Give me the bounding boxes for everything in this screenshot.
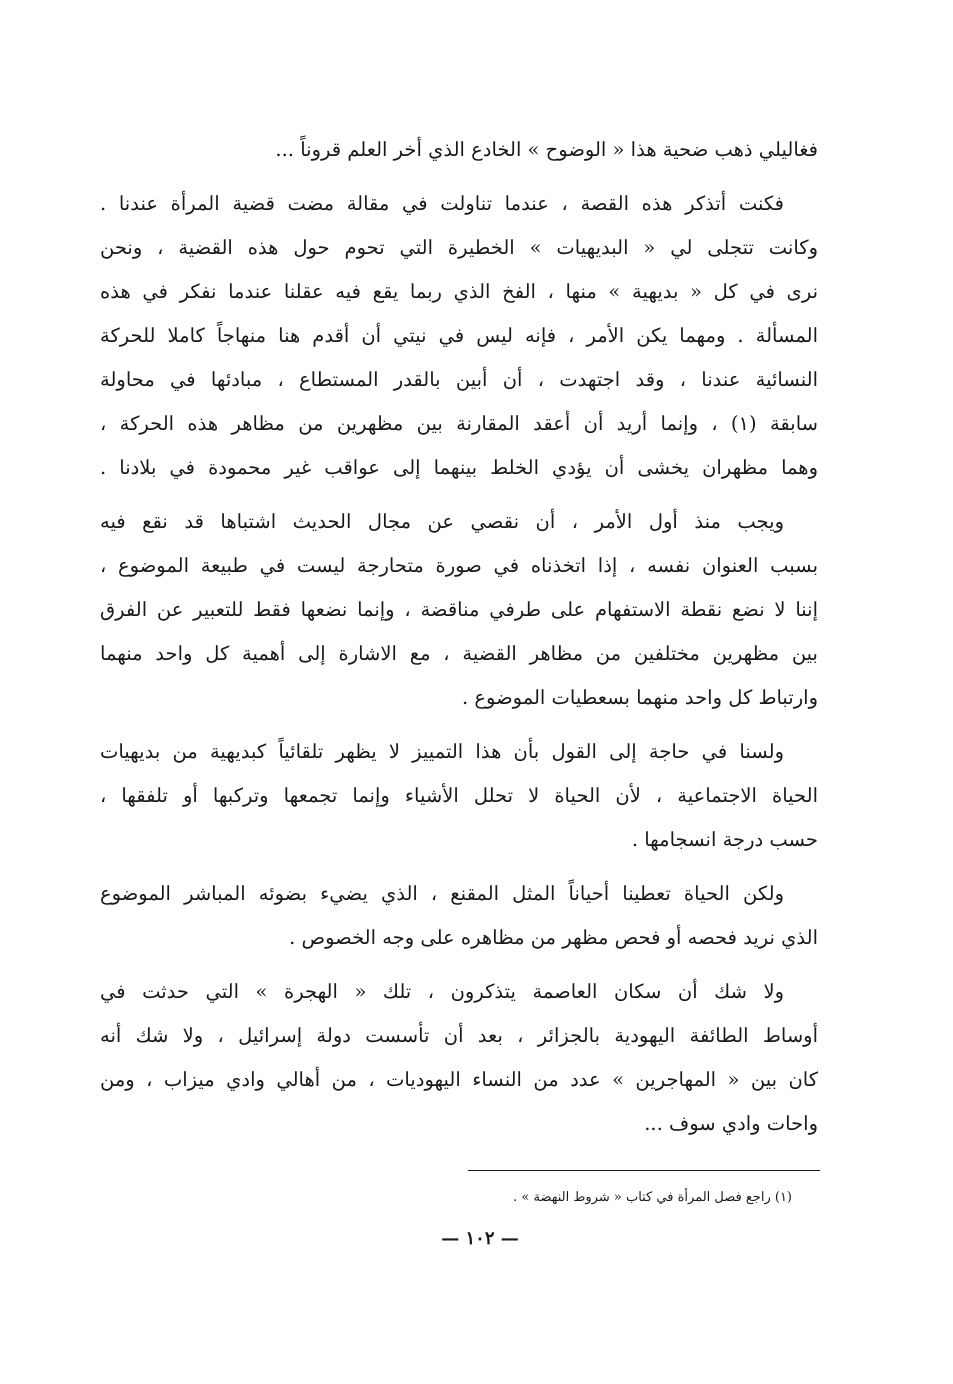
text-line: أوساط الطائفة اليهودية بالجزائر ، بعد أن تأسست دولة إسرائيل ، ولا شك أنه (100, 1024, 818, 1047)
paragraph-1 (100, 128, 818, 172)
text-line: وكانت تتجلى لي « البديهيات » الخطيرة التي تحوم حول هذه القضية ، ونحن (100, 236, 818, 259)
text-line: كان بين « المهاجرين » عدد من النساء اليهوديات ، من أهالي وادي ميزاب ، ومن (100, 1068, 818, 1091)
text-line: وارتباط كل واحد منهما بسعطيات الموضوع . (461, 686, 818, 709)
paragraph-6 (100, 970, 818, 1146)
text-line: المسألة . ومهما يكن الأمر ، فإنه ليس في نيتي أن أقدم هنا منهاجاً كاملا للحركة (100, 324, 818, 347)
text-line: بين مظهرين مختلفين من مظاهر القضية ، مع الاشارة إلى أهمية كل واحد منهما (100, 642, 818, 665)
text-line: واحات وادي سوف ... (644, 1112, 818, 1135)
paragraph-5 (100, 872, 818, 960)
text-line: فغاليلي ذهب ضحية هذا « الوضوح » الخادع الذي أخر العلم قروناً ... (275, 138, 818, 161)
text-line: وهما مظهران يخشى أن يؤدي الخلط بينهما إلى عواقب غير محمودة في بلادنا . (100, 456, 818, 479)
text-line: بسبب العنوان نفسه ، إذا اتخذناه في صورة متحارجة ليست في طبيعة الموضوع ، (100, 554, 818, 577)
text-line: ويجب منذ أول الأمر ، أن نقصي عن مجال الحديث اشتباها قد نقع فيه (100, 510, 784, 533)
footnote-divider (468, 1170, 820, 1171)
text-line: حسب درجة انسجامها . (631, 828, 818, 851)
text-line: سابقة (١) ، وإنما أريد أن أعقد المقارنة بين مظهرين من مظاهر هذه الحركة ، (100, 412, 818, 435)
page-number: — ١٠٢ — (441, 1228, 519, 1249)
text-line: الحياة الاجتماعية ، لأن الحياة لا تحلل الأشياء وإنما تجمعها وتركبها أو تلفقها ، (100, 784, 818, 807)
paragraph-3 (100, 500, 818, 720)
text-line: فكنت أتذكر هذه القصة ، عندما تناولت في مقالة مضت قضية المرأة عندنا . (100, 192, 784, 215)
footnote: (١) راجع فصل المرأة في كتاب « شروط النهضة » . (513, 1190, 792, 1205)
body-text (100, 128, 818, 1146)
paragraph-4 (100, 730, 818, 862)
text-line: نرى في كل « بديهية » منها ، الفخ الذي ربما يقع فيه عقلنا عندما نفكر في هذه (100, 280, 818, 303)
text-line: الذي نريد فحصه أو فحص مظهر من مظاهره على وجه الخصوص . (289, 926, 818, 949)
text-line: النسائية عندنا ، وقد اجتهدت ، أن أبين بالقدر المستطاع ، مبادئها في محاولة (100, 368, 818, 391)
paragraph-2 (100, 182, 818, 490)
text-line: ولا شك أن سكان العاصمة يتذكرون ، تلك « الهجرة » التي حدثت في (100, 980, 784, 1003)
text-line: إننا لا نضع نقطة الاستفهام على طرفي مناقضة ، وإنما نضعها فقط للتعبير عن الفرق (100, 598, 818, 621)
text-line: ولكن الحياة تعطينا أحياناً المثل المقنع ، الذي يضيء بضوئه المباشر الموضوع (100, 882, 784, 905)
text-line: ولسنا في حاجة إلى القول بأن هذا التمييز لا يظهر تلقائياً كبديهية من بديهيات (100, 740, 784, 763)
